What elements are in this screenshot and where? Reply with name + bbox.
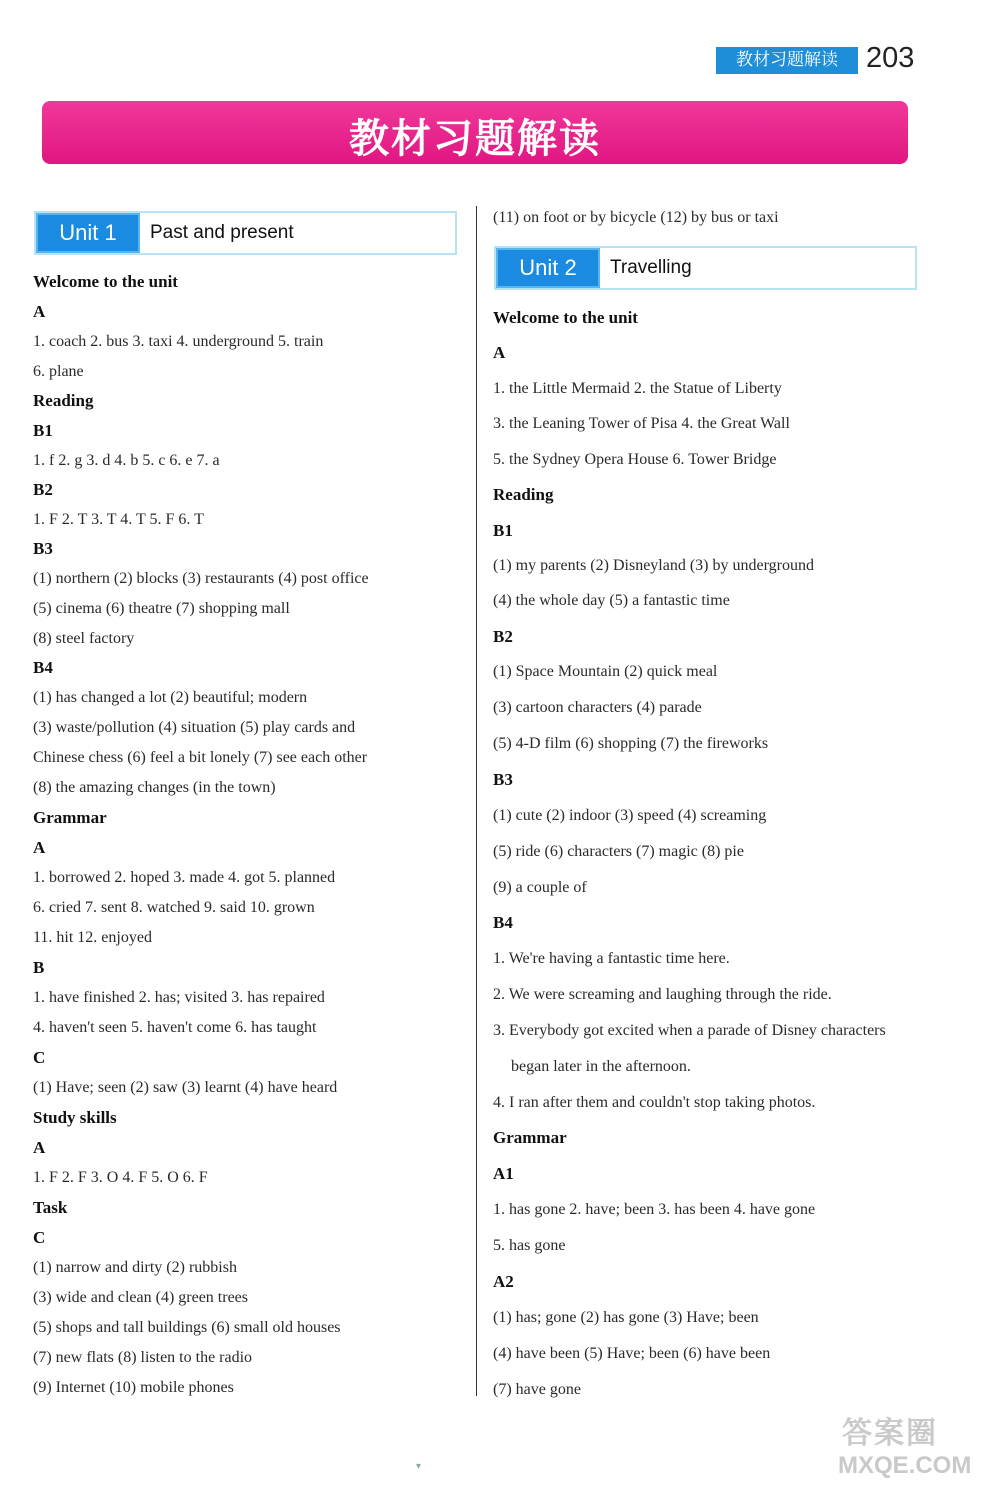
subsection-heading: B	[33, 958, 45, 977]
answer-line: 3. the Leaning Tower of Pisa 4. the Great Wall	[493, 415, 790, 432]
header-section-tag: 教材习题解读	[716, 47, 858, 74]
answer-line: (4) have been (5) Have; been (6) have been	[493, 1345, 771, 1362]
answer-line: (1) my parents (2) Disneyland (3) by underground	[493, 557, 814, 574]
answer-line: (5) ride (6) characters (7) magic (8) pie	[493, 843, 744, 860]
answer-line: 1. borrowed 2. hoped 3. made 4. got 5. planned	[33, 869, 336, 886]
subsection-heading: C	[33, 1048, 46, 1067]
answer-line: (1) cute (2) indoor (3) speed (4) screaming	[493, 807, 767, 824]
answer-line: (5) shops and tall buildings (6) small old houses	[33, 1319, 341, 1336]
answer-line: 1. F 2. F 3. O 4. F 5. O 6. F	[33, 1169, 208, 1186]
unit-1-tab: Unit 1	[36, 213, 140, 253]
answer-line: (3) wide and clean (4) green trees	[33, 1289, 248, 1306]
title-banner	[42, 101, 908, 164]
subsection-heading: A1	[493, 1164, 514, 1183]
answer-line: (7) new flats (8) listen to the radio	[33, 1349, 253, 1366]
section-heading: Grammar	[33, 808, 107, 827]
section-heading: Reading	[493, 485, 554, 504]
answer-line: (3) cartoon characters (4) parade	[493, 699, 702, 716]
subsection-heading: B2	[33, 480, 53, 499]
answer-line: (1) has changed a lot (2) beautiful; modern	[33, 689, 308, 706]
answer-line: 3. Everybody got excited when a parade of Disney characters	[493, 1022, 886, 1039]
answer-line: 5. the Sydney Opera House 6. Tower Bridge	[493, 451, 777, 468]
answer-line: 1. f 2. g 3. d 4. b 5. c 6. e 7. a	[33, 452, 220, 469]
watermark-text: 答案圈	[842, 1417, 938, 1450]
answer-line: Chinese chess (6) feel a bit lonely (7) see each other	[33, 749, 368, 766]
answer-line: 1. We're having a fantastic time here.	[493, 950, 730, 967]
answer-line: 6. plane	[33, 363, 84, 380]
column-divider	[476, 206, 477, 1396]
section-heading: Welcome to the unit	[33, 272, 178, 291]
subsection-heading: A	[33, 302, 46, 321]
watermark	[838, 1408, 998, 1488]
banner-title: 教材习题解读	[349, 116, 601, 162]
page-mark: ▾	[416, 1461, 422, 1472]
unit-1-header	[34, 211, 457, 255]
subsection-heading: A	[33, 1138, 46, 1157]
answer-line: began later in the afternoon.	[511, 1058, 691, 1075]
answer-line: (5) cinema (6) theatre (7) shopping mall	[33, 600, 290, 617]
answer-line: (5) 4-D film (6) shopping (7) the fireworks	[493, 735, 769, 752]
answer-line: (9) Internet (10) mobile phones	[33, 1379, 234, 1396]
answer-line: (1) Space Mountain (2) quick meal	[493, 663, 718, 680]
answer-line: (9) a couple of	[493, 879, 587, 896]
section-heading: Grammar	[493, 1128, 567, 1147]
answer-line: 5. has gone	[493, 1237, 566, 1254]
unit-1-title: Past and present	[150, 222, 294, 243]
answer-line: (7) have gone	[493, 1381, 581, 1398]
answer-line: 1. coach 2. bus 3. taxi 4. underground 5. train	[33, 333, 324, 350]
answer-line: 2. We were screaming and laughing through the ride.	[493, 986, 832, 1003]
answer-line: 1. has gone 2. have; been 3. has been 4. have gone	[493, 1201, 816, 1218]
section-heading: Reading	[33, 391, 94, 410]
subsection-heading: B1	[493, 521, 513, 540]
answer-line: (11) on foot or by bicycle (12) by bus or taxi	[493, 209, 779, 226]
answer-line: 4. I ran after them and couldn't stop taking photos.	[493, 1094, 816, 1111]
answer-line: (8) the amazing changes (in the town)	[33, 779, 276, 796]
answer-line: (8) steel factory	[33, 630, 135, 647]
section-heading: Task	[33, 1198, 68, 1217]
unit-2-header	[494, 246, 917, 290]
subsection-heading: B1	[33, 421, 53, 440]
answer-line: (3) waste/pollution (4) situation (5) play cards and	[33, 719, 356, 736]
answer-line: (1) northern (2) blocks (3) restaurants (4) post office	[33, 570, 369, 587]
unit-2-tab: Unit 2	[496, 248, 600, 288]
subsection-heading: B4	[33, 658, 53, 677]
answer-line: 4. haven't seen 5. haven't come 6. has taught	[33, 1019, 317, 1036]
section-heading: Study skills	[33, 1108, 117, 1127]
subsection-heading: B2	[493, 627, 513, 646]
unit-2-title: Travelling	[610, 257, 692, 278]
subsection-heading: B4	[493, 913, 513, 932]
answer-line: 1. F 2. T 3. T 4. T 5. F 6. T	[33, 511, 204, 528]
subsection-heading: B3	[493, 770, 513, 789]
answer-line: (1) has; gone (2) has gone (3) Have; been	[493, 1309, 759, 1326]
subsection-heading: B3	[33, 539, 53, 558]
section-heading: Welcome to the unit	[493, 308, 638, 327]
subsection-heading: A	[493, 343, 506, 362]
subsection-heading: A	[33, 838, 46, 857]
answer-line: 1. have finished 2. has; visited 3. has repaired	[33, 989, 325, 1006]
answer-line: (1) narrow and dirty (2) rubbish	[33, 1259, 237, 1276]
subsection-heading: C	[33, 1228, 46, 1247]
watermark-url: MXQE.COM	[838, 1452, 972, 1479]
answer-line: 1. the Little Mermaid 2. the Statue of Liberty	[493, 380, 782, 397]
page-number: 203	[866, 42, 915, 74]
answer-line: (4) the whole day (5) a fantastic time	[493, 592, 730, 609]
answer-line: 11. hit 12. enjoyed	[33, 929, 152, 946]
answer-line: 6. cried 7. sent 8. watched 9. said 10. grown	[33, 899, 315, 916]
subsection-heading: A2	[493, 1272, 514, 1291]
answer-line: (1) Have; seen (2) saw (3) learnt (4) have heard	[33, 1079, 338, 1096]
